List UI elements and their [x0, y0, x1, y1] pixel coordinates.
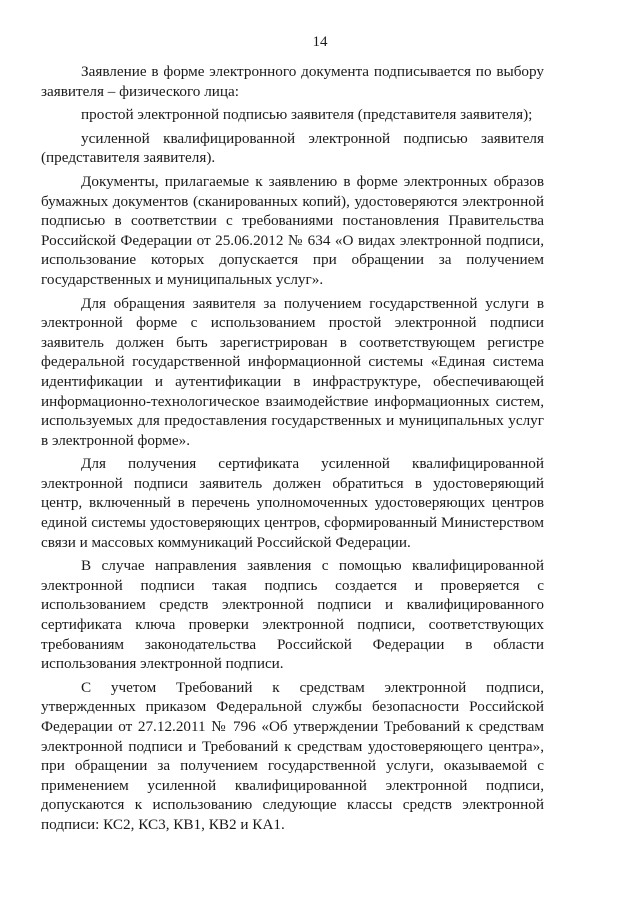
document-body: [41, 62, 544, 839]
paragraph-attached-documents: Документы, прилагаемые к заявлению в форме электронных образов бумажных документов (сканированных копий), удостоверяются электронной подписью в соответствии с требованиями постановления Правительства Российской Федерации от 25.06.2012 № 634 «О видах электронной подписи, использование которых допускается при обращении за получением государственных и муниципальных услуг».: [41, 172, 544, 288]
paragraph-qualified-signature: усиленной квалифицированной электронной подписью заявителя (представителя заявителя).: [41, 129, 544, 167]
paragraph-certificate: Для получения сертификата усиленной квалифицированной электронной подписи заявитель должен обратиться в удостоверяющий центр, включенный в перечень уполномоченных удостоверяющих центров единой системы удостоверяющих центров, сформированный Министерством связи и массовых коммуникаций Российской Федерации.: [41, 455, 544, 551]
paragraph-signature-choice: Заявление в форме электронного документа подписывается по выбору заявителя – физического лица:: [41, 63, 544, 100]
paragraph-esia-registration: Для обращения заявителя за получением государственной услуги в электронной форме с использованием простой электронной подписи заявитель должен быть зарегистрирован в соответствующем регистре федеральной государственной информационной системы «Единая система идентификации и аутентификации в инфраструктуре, обеспечивающей информационно-технологическое взаимодействие информационных систем, используемых для предоставления государственных и муниципальных услуг в электронной форме».: [41, 294, 544, 449]
paragraph-signature-classes: С учетом Требований к средствам электронной подписи, утвержденных приказом Федеральной службы безопасности Российской Федерации от 27.12.2011 № 796 «Об утверждении Требований к средствам электронной подписи и Требований к средствам удостоверяющего центра», при обращении за получением государственной услуги, оказываемой с применением усиленной квалифицированной электронной подписи, допускаются к использованию следующие классы средств электронной подписи: КС2, КС3, КВ1, КВ2 и КА1.: [41, 678, 544, 833]
paragraph-simple-signature: простой электронной подписью заявителя (представителя заявителя);: [81, 106, 533, 124]
paragraph-signature-creation: В случае направления заявления с помощью квалифицированной электронной подписи такая подпись создается и проверяется с использованием средств электронной подписи и квалифицированного сертификата ключа проверки электронной подписи, соответствующих требованиям законодательства Российской Федерации в области использования электронной подписи.: [41, 557, 544, 673]
page-number: 14: [312, 34, 328, 50]
